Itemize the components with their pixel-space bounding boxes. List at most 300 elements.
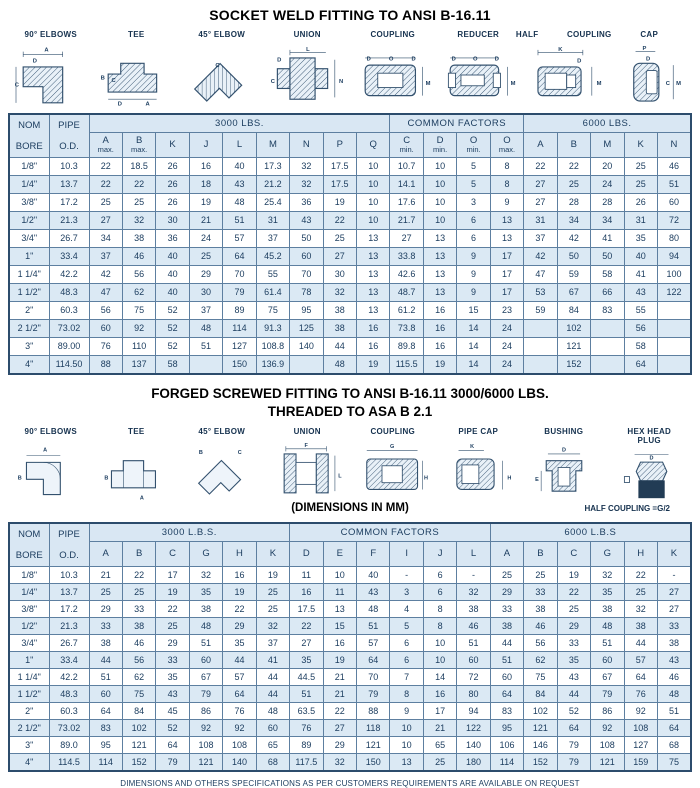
value-cell: 25 bbox=[624, 584, 657, 601]
value-cell: 64 bbox=[624, 356, 657, 375]
value-cell: 180 bbox=[457, 754, 490, 772]
elbow-45-icon bbox=[178, 40, 266, 110]
value-cell: 108 bbox=[223, 737, 256, 754]
column-header: C bbox=[156, 542, 189, 567]
value-cell: 89.8 bbox=[390, 338, 423, 356]
value-cell: 35 bbox=[557, 652, 590, 669]
value-cell: 33 bbox=[89, 618, 122, 635]
svg-text:B: B bbox=[17, 475, 22, 482]
value-cell: 159 bbox=[624, 754, 657, 772]
column-header: L bbox=[457, 542, 490, 567]
value-cell: 24 bbox=[490, 338, 523, 356]
bushing-icon bbox=[522, 437, 606, 503]
value-cell: 22 bbox=[323, 703, 356, 720]
nom-bore-cell: 1/2" bbox=[9, 618, 49, 635]
value-cell: 17.5 bbox=[323, 176, 356, 194]
svg-text:D: D bbox=[649, 456, 654, 463]
column-group-header: 6000 LBS. bbox=[524, 114, 691, 133]
value-cell: 59 bbox=[524, 302, 557, 320]
value-cell: 33.8 bbox=[390, 248, 423, 266]
column-header: B max. bbox=[122, 133, 155, 158]
value-cell: 25 bbox=[122, 194, 155, 212]
value-cell: 102 bbox=[557, 320, 590, 338]
pipe-od-cell: 42.2 bbox=[49, 266, 89, 284]
value-cell: 22 bbox=[223, 601, 256, 618]
value-cell: 100 bbox=[657, 266, 691, 284]
value-cell: 24 bbox=[189, 230, 222, 248]
figure-label: PIPE CAP bbox=[458, 427, 499, 437]
value-cell: 44 bbox=[490, 635, 523, 652]
value-cell: 60 bbox=[290, 248, 323, 266]
value-cell: 35 bbox=[290, 652, 323, 669]
column-header: F bbox=[357, 542, 390, 567]
table-row bbox=[9, 356, 691, 375]
value-cell: 17 bbox=[490, 248, 523, 266]
value-cell bbox=[290, 356, 323, 375]
value-cell: 10 bbox=[423, 176, 456, 194]
value-cell: 16 bbox=[423, 320, 456, 338]
value-cell: 46 bbox=[122, 635, 155, 652]
value-cell: 32 bbox=[122, 212, 155, 230]
value-cell: 19 bbox=[223, 584, 256, 601]
value-cell: 51 bbox=[189, 635, 222, 652]
value-cell: 114 bbox=[223, 320, 256, 338]
value-cell: 6 bbox=[423, 584, 456, 601]
value-cell bbox=[591, 356, 624, 375]
value-cell: 13 bbox=[390, 754, 423, 772]
value-cell: 4 bbox=[390, 601, 423, 618]
socket-weld-dimensions-table bbox=[8, 113, 692, 375]
value-cell: 46 bbox=[457, 618, 490, 635]
value-cell: 21 bbox=[423, 720, 456, 737]
value-cell: 9 bbox=[457, 284, 490, 302]
header-columns-row bbox=[9, 542, 691, 567]
value-cell: 65 bbox=[256, 737, 289, 754]
column-group-header: 3000 LBS. bbox=[89, 114, 390, 133]
table-row bbox=[9, 601, 691, 618]
value-cell: 46 bbox=[524, 618, 557, 635]
value-cell: 121 bbox=[591, 754, 624, 772]
svg-text:M: M bbox=[425, 81, 431, 88]
value-cell: 56 bbox=[122, 266, 155, 284]
row-label-column-header: PIPE O.D. bbox=[49, 114, 89, 158]
value-cell: 92 bbox=[189, 720, 222, 737]
svg-text:B: B bbox=[104, 475, 109, 482]
value-cell: 152 bbox=[557, 356, 590, 375]
nom-bore-cell: 2 1/2" bbox=[9, 320, 49, 338]
header-group-row bbox=[9, 523, 691, 542]
value-cell: 41 bbox=[591, 230, 624, 248]
figure-union bbox=[265, 422, 351, 502]
pipe-od-cell: 73.02 bbox=[49, 720, 89, 737]
value-cell: 76 bbox=[290, 720, 323, 737]
value-cell: 152 bbox=[524, 754, 557, 772]
value-cell: 94 bbox=[657, 248, 691, 266]
value-cell: 44 bbox=[89, 652, 122, 669]
value-cell: 50 bbox=[591, 248, 624, 266]
svg-text:D: D bbox=[451, 56, 457, 63]
value-cell: 33 bbox=[657, 618, 691, 635]
value-cell: 57 bbox=[357, 635, 390, 652]
value-cell: 62 bbox=[122, 669, 155, 686]
header-columns-row bbox=[9, 133, 691, 158]
column-header: J bbox=[423, 542, 456, 567]
pipe-od-cell: 48.3 bbox=[49, 284, 89, 302]
value-cell: 79 bbox=[156, 754, 189, 772]
value-cell: 17.5 bbox=[290, 601, 323, 618]
svg-text:C: C bbox=[111, 78, 116, 85]
value-cell: 13 bbox=[423, 266, 456, 284]
value-cell: 25 bbox=[256, 584, 289, 601]
value-cell: 55 bbox=[256, 266, 289, 284]
column-header: D bbox=[290, 542, 323, 567]
value-cell: 24 bbox=[591, 176, 624, 194]
value-cell: 66 bbox=[591, 284, 624, 302]
value-cell: 19 bbox=[357, 356, 390, 375]
svg-text:D: D bbox=[117, 101, 123, 108]
value-cell: 17.3 bbox=[256, 158, 289, 176]
nom-bore-cell: 3/4" bbox=[9, 230, 49, 248]
value-cell: 16 bbox=[423, 686, 456, 703]
value-cell: 33 bbox=[490, 601, 523, 618]
value-cell: 25 bbox=[189, 248, 222, 266]
value-cell: - bbox=[657, 567, 691, 584]
value-cell: 51 bbox=[357, 618, 390, 635]
value-cell bbox=[591, 338, 624, 356]
value-cell: 88 bbox=[357, 703, 390, 720]
value-cell: 67 bbox=[189, 669, 222, 686]
pipe-od-cell: 21.3 bbox=[49, 212, 89, 230]
value-cell: 43 bbox=[156, 686, 189, 703]
forged-screwed-dimensions-table bbox=[8, 522, 692, 772]
figure-label: TEE bbox=[128, 427, 145, 437]
value-cell: 17.5 bbox=[323, 158, 356, 176]
nom-bore-cell: 1 1/4" bbox=[9, 669, 49, 686]
value-cell: 44 bbox=[557, 686, 590, 703]
value-cell: 38 bbox=[89, 635, 122, 652]
svg-text:N: N bbox=[339, 79, 344, 86]
value-cell: 136.9 bbox=[256, 356, 289, 375]
pipe-cap-icon bbox=[436, 437, 520, 503]
column-group-header: 6000 L.B.S bbox=[490, 523, 691, 542]
value-cell: 38 bbox=[524, 601, 557, 618]
reducer-icon bbox=[434, 40, 522, 110]
value-cell: 10 bbox=[357, 158, 390, 176]
value-cell bbox=[657, 320, 691, 338]
value-cell: 53 bbox=[524, 284, 557, 302]
table-row bbox=[9, 158, 691, 176]
svg-text:K: K bbox=[558, 46, 563, 53]
value-cell: 48 bbox=[323, 356, 356, 375]
value-cell: 22 bbox=[323, 212, 356, 230]
value-cell: 35 bbox=[189, 584, 222, 601]
pipe-od-cell: 13.7 bbox=[49, 584, 89, 601]
value-cell: 102 bbox=[524, 703, 557, 720]
value-cell: 13 bbox=[357, 230, 390, 248]
svg-text:M: M bbox=[510, 81, 516, 88]
value-cell: 48 bbox=[256, 703, 289, 720]
value-cell: 79 bbox=[591, 686, 624, 703]
value-cell: 51 bbox=[591, 635, 624, 652]
value-cell: - bbox=[457, 567, 490, 584]
value-cell: 108 bbox=[591, 737, 624, 754]
value-cell: 6 bbox=[423, 567, 456, 584]
pipe-od-cell: 17.2 bbox=[49, 194, 89, 212]
column-header: A max. bbox=[89, 133, 122, 158]
value-cell: 65 bbox=[423, 737, 456, 754]
value-cell: 22 bbox=[122, 176, 155, 194]
value-cell: 10 bbox=[423, 652, 456, 669]
nom-bore-cell: 2" bbox=[9, 703, 49, 720]
value-cell: 21 bbox=[323, 686, 356, 703]
value-cell: 32 bbox=[323, 754, 356, 772]
figure-pipe-cap bbox=[436, 422, 522, 502]
svg-text:H: H bbox=[423, 475, 428, 482]
value-cell: 34 bbox=[591, 212, 624, 230]
value-cell: 58 bbox=[156, 356, 189, 375]
value-cell: 37 bbox=[89, 248, 122, 266]
value-cell: 29 bbox=[89, 601, 122, 618]
value-cell: 70 bbox=[357, 669, 390, 686]
value-cell: 45.2 bbox=[256, 248, 289, 266]
value-cell: 10 bbox=[357, 194, 390, 212]
elbow-90-icon bbox=[9, 437, 93, 503]
value-cell: 64 bbox=[223, 248, 256, 266]
pipe-od-cell: 33.4 bbox=[49, 248, 89, 266]
value-cell: 76 bbox=[89, 338, 122, 356]
cap-icon bbox=[605, 40, 693, 110]
row-label-column-header: PIPE O.D. bbox=[49, 523, 89, 567]
value-cell: 25 bbox=[624, 158, 657, 176]
value-cell: 43 bbox=[290, 212, 323, 230]
svg-text:A: A bbox=[42, 447, 47, 454]
pipe-od-cell: 60.3 bbox=[49, 302, 89, 320]
value-cell: 10 bbox=[423, 194, 456, 212]
value-cell: 13 bbox=[423, 230, 456, 248]
value-cell: 13 bbox=[357, 302, 390, 320]
value-cell: 36 bbox=[290, 194, 323, 212]
value-cell: 30 bbox=[189, 284, 222, 302]
value-cell: 11 bbox=[323, 584, 356, 601]
svg-text:D: D bbox=[561, 447, 566, 454]
value-cell: 88 bbox=[89, 356, 122, 375]
svg-text:A: A bbox=[140, 495, 145, 502]
value-cell: 79 bbox=[557, 737, 590, 754]
value-cell: 32 bbox=[323, 284, 356, 302]
value-cell: 17.6 bbox=[390, 194, 423, 212]
column-header: G bbox=[189, 542, 222, 567]
value-cell: 121 bbox=[357, 737, 390, 754]
value-cell: 16 bbox=[357, 338, 390, 356]
value-cell: 19 bbox=[156, 584, 189, 601]
value-cell: 47 bbox=[89, 284, 122, 302]
value-cell: 75 bbox=[122, 686, 155, 703]
value-cell: 35 bbox=[156, 669, 189, 686]
value-cell: 13 bbox=[357, 284, 390, 302]
value-cell: 8 bbox=[490, 176, 523, 194]
row-label-column-header: NOM BORE bbox=[9, 114, 49, 158]
value-cell: 14 bbox=[457, 338, 490, 356]
value-cell: 152 bbox=[122, 754, 155, 772]
value-cell: 16 bbox=[423, 302, 456, 320]
value-cell: 43 bbox=[557, 669, 590, 686]
value-cell: 95 bbox=[290, 302, 323, 320]
value-cell: 108.8 bbox=[256, 338, 289, 356]
value-cell: 108 bbox=[624, 720, 657, 737]
value-cell: 48 bbox=[223, 194, 256, 212]
pipe-od-cell: 26.7 bbox=[49, 635, 89, 652]
value-cell: 43 bbox=[223, 176, 256, 194]
value-cell: 38 bbox=[591, 601, 624, 618]
value-cell: 52 bbox=[156, 320, 189, 338]
table-row bbox=[9, 302, 691, 320]
value-cell: 137 bbox=[122, 356, 155, 375]
value-cell: 48.7 bbox=[390, 284, 423, 302]
value-cell: 42 bbox=[524, 248, 557, 266]
value-cell: 27 bbox=[323, 720, 356, 737]
coupling-icon bbox=[349, 40, 437, 110]
value-cell: 38 bbox=[624, 618, 657, 635]
value-cell: 29 bbox=[557, 618, 590, 635]
value-cell: 25 bbox=[122, 584, 155, 601]
value-cell: 57 bbox=[223, 230, 256, 248]
page-title: SOCKET WELD FITTING TO ANSI B-16.11 bbox=[209, 7, 491, 23]
column-header: B bbox=[122, 542, 155, 567]
svg-text:D: D bbox=[366, 56, 371, 63]
value-cell: 9 bbox=[457, 248, 490, 266]
value-cell: 38 bbox=[122, 230, 155, 248]
value-cell: 10 bbox=[357, 212, 390, 230]
value-cell: 57 bbox=[624, 652, 657, 669]
value-cell: 26 bbox=[156, 158, 189, 176]
value-cell: 51 bbox=[290, 686, 323, 703]
figure-90-elbow bbox=[8, 25, 94, 109]
value-cell: 84 bbox=[122, 703, 155, 720]
nom-bore-cell: 1 1/4" bbox=[9, 266, 49, 284]
figure-label: HEX HEAD PLUG bbox=[627, 427, 672, 446]
nom-bore-cell: 4" bbox=[9, 356, 49, 375]
column-header: H bbox=[624, 542, 657, 567]
value-cell: - bbox=[390, 567, 423, 584]
svg-text:D: D bbox=[646, 56, 651, 63]
value-cell: 8 bbox=[423, 618, 456, 635]
value-cell: 20 bbox=[591, 158, 624, 176]
pipe-od-cell: 48.3 bbox=[49, 686, 89, 703]
value-cell: 72 bbox=[657, 212, 691, 230]
table-row bbox=[9, 248, 691, 266]
value-cell: 40 bbox=[156, 284, 189, 302]
value-cell: 44 bbox=[323, 338, 356, 356]
value-cell: 21 bbox=[323, 669, 356, 686]
value-cell: 60 bbox=[189, 652, 222, 669]
svg-text:C: C bbox=[14, 82, 19, 89]
value-cell: 6 bbox=[457, 230, 490, 248]
value-cell: 25 bbox=[524, 567, 557, 584]
value-cell: 16 bbox=[357, 320, 390, 338]
value-cell: 43 bbox=[357, 584, 390, 601]
table-row bbox=[9, 266, 691, 284]
svg-text:A: A bbox=[145, 101, 151, 108]
value-cell: 91.3 bbox=[256, 320, 289, 338]
table-row bbox=[9, 754, 691, 772]
svg-text:B: B bbox=[100, 75, 106, 82]
column-header: G bbox=[591, 542, 624, 567]
column-header: K bbox=[256, 542, 289, 567]
value-cell: 89 bbox=[290, 737, 323, 754]
value-cell: 64 bbox=[490, 686, 523, 703]
table-row bbox=[9, 669, 691, 686]
table-row bbox=[9, 320, 691, 338]
column-header: O max. bbox=[490, 133, 523, 158]
value-cell: 3 bbox=[390, 584, 423, 601]
value-cell: 10 bbox=[357, 176, 390, 194]
figure-label: TEE bbox=[128, 30, 145, 39]
value-cell: 44 bbox=[256, 686, 289, 703]
nom-bore-cell: 1/4" bbox=[9, 584, 49, 601]
value-cell: 17 bbox=[490, 266, 523, 284]
column-header: O min. bbox=[457, 133, 490, 158]
value-cell: 8 bbox=[390, 686, 423, 703]
value-cell: 95 bbox=[490, 720, 523, 737]
nom-bore-cell: 3/8" bbox=[9, 194, 49, 212]
value-cell: 114 bbox=[490, 754, 523, 772]
value-cell: 14 bbox=[423, 669, 456, 686]
value-cell: 29 bbox=[156, 635, 189, 652]
column-header: K bbox=[156, 133, 189, 158]
svg-text:F: F bbox=[304, 443, 309, 450]
value-cell: 13 bbox=[423, 248, 456, 266]
value-cell: 80 bbox=[657, 230, 691, 248]
value-cell: 92 bbox=[122, 320, 155, 338]
table-row bbox=[9, 567, 691, 584]
figure-cap bbox=[607, 25, 693, 109]
column-header: Q bbox=[357, 133, 390, 158]
value-cell: 64 bbox=[657, 720, 691, 737]
svg-text:L: L bbox=[306, 46, 310, 53]
value-cell: 28 bbox=[591, 194, 624, 212]
column-header: P bbox=[323, 133, 356, 158]
value-cell: 40 bbox=[156, 248, 189, 266]
value-cell: 58 bbox=[624, 338, 657, 356]
value-cell: 18 bbox=[189, 176, 222, 194]
svg-text:C: C bbox=[237, 450, 242, 457]
value-cell: 64 bbox=[557, 720, 590, 737]
value-cell: 27 bbox=[89, 212, 122, 230]
column-header: L bbox=[223, 133, 256, 158]
value-cell: 37 bbox=[189, 302, 222, 320]
value-cell: 32 bbox=[591, 567, 624, 584]
value-cell: 48 bbox=[357, 601, 390, 618]
value-cell: 76 bbox=[223, 703, 256, 720]
value-cell: 125 bbox=[290, 320, 323, 338]
value-cell: 21.7 bbox=[390, 212, 423, 230]
value-cell: 25 bbox=[89, 584, 122, 601]
value-cell: 80 bbox=[457, 686, 490, 703]
table-row bbox=[9, 652, 691, 669]
elbow-90-icon bbox=[7, 40, 95, 110]
value-cell: 60 bbox=[256, 720, 289, 737]
value-cell: 18.5 bbox=[122, 158, 155, 176]
value-cell: 22 bbox=[122, 567, 155, 584]
value-cell: 17 bbox=[490, 284, 523, 302]
table-row bbox=[9, 230, 691, 248]
figure-coupling bbox=[350, 422, 436, 502]
value-cell: 31 bbox=[624, 212, 657, 230]
figure-label: CAP bbox=[640, 30, 659, 39]
figure-label: COUPLING bbox=[370, 427, 416, 437]
value-cell: 27 bbox=[657, 601, 691, 618]
value-cell: 5 bbox=[390, 618, 423, 635]
